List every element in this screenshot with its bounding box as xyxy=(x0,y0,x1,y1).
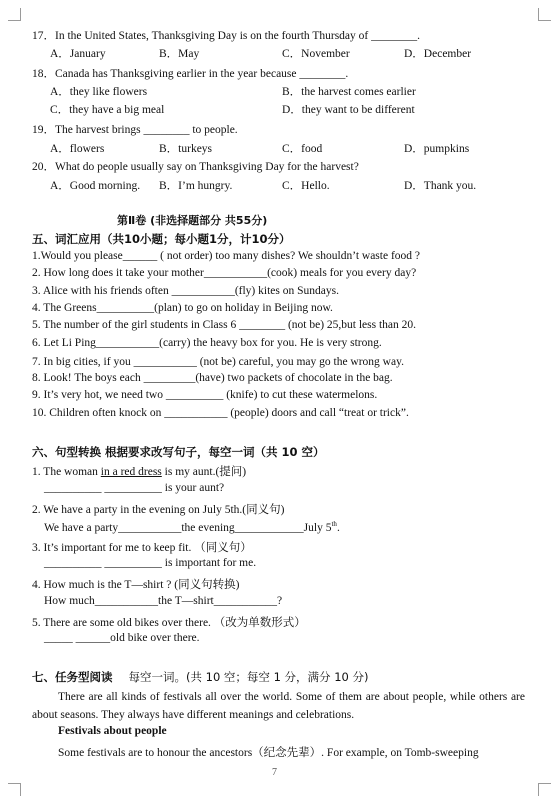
question-17-option-c: C．November xyxy=(282,48,350,60)
question-18-option-a: A．they like flowers xyxy=(50,86,148,98)
question-19-option-c: C．food xyxy=(282,143,323,155)
section7-title: 七、任务型阅读 xyxy=(32,670,113,684)
section6-answer-2 xyxy=(44,520,340,534)
crop-mark-bottom-left xyxy=(8,783,21,796)
question-18-option-d: D．they want to be different xyxy=(282,104,415,116)
section5-item-9: 9. It’s very hot, we need two __________ (knife) to cut these watermelons. xyxy=(32,389,378,401)
crop-mark-bottom-right xyxy=(538,783,551,796)
section6-title: 六、句型转换 根据要求改写句子，每空一词（共 10 空） xyxy=(32,445,325,459)
question-20-stem: 20．What do people usually say on Thanksgiving Day for the harvest? xyxy=(32,161,359,173)
section5-item-8: 8. Look! The boys each _________(have) two packets of chocolate in the bag. xyxy=(32,372,393,384)
section6-question-2: 2. We have a party in the evening on July 5th.(同义句) xyxy=(32,504,285,516)
section6-a2-sup: th xyxy=(331,520,337,528)
crop-mark-top-right xyxy=(538,8,551,21)
section6-question-5: 5. There are some old bikes over there. （改为单数形式） xyxy=(32,617,306,629)
section6-question-3: 3. It’s important for me to keep fit. （同义句） xyxy=(32,542,252,554)
section5-item-2: 2. How long does it take your mother___________(cook) meals for you every day? xyxy=(32,267,417,279)
section5-item-7: 7. In big cities, if you ___________ (not be) careful, you may go the wrong way. xyxy=(32,356,404,368)
question-19-option-b: B．turkeys xyxy=(159,143,213,155)
section7-paragraph: Some festivals are to honour the ancestors（纪念先辈）. For example, on Tomb-sweeping xyxy=(58,747,479,759)
question-20-option-c: C．Hello. xyxy=(282,180,330,192)
section6-a2-text: We have a party___________the evening____________July 5 xyxy=(44,521,332,534)
section5-item-1: 1.Would you please______ ( not order) too many dishes? We shouldn’t waste food ? xyxy=(32,250,421,262)
section5-item-3: 3. Alice with his friends often ___________(fly) kites on Sundays. xyxy=(32,285,339,297)
section5-item-4: 4. The Greens__________(plan) to go on holiday in Beijing now. xyxy=(32,302,333,314)
section6-answer-4: How much___________the T—shirt___________? xyxy=(44,595,283,607)
question-17-stem: 17．In the United States, Thanksgiving Day is on the fourth Thursday of ________. xyxy=(32,30,420,42)
crop-mark-top-left xyxy=(8,8,21,21)
question-19-option-a: A．flowers xyxy=(50,143,105,155)
section6-answer-5: _____ ______old bike over there. xyxy=(44,632,200,644)
question-17-option-a: A．January xyxy=(50,48,106,60)
question-20-option-d: D．Thank you. xyxy=(404,180,477,192)
question-18-stem: 18．Canada has Thanksgiving earlier in the year because ________. xyxy=(32,68,349,80)
section6-question-1 xyxy=(32,463,246,479)
section6-a2-end: . xyxy=(336,521,340,534)
part2-title: 第Ⅱ卷 (非选择题部分 共55分) xyxy=(117,214,268,227)
section7-subheading: Festivals about people xyxy=(58,725,167,737)
question-20-option-a: A．Good morning. xyxy=(50,180,141,192)
question-18-option-c: C．they have a big meal xyxy=(50,104,165,116)
section6-answer-1: __________ __________ is your aunt? xyxy=(44,482,225,494)
section6-question-4: 4. How much is the T—shirt ? (同义句转换) xyxy=(32,579,240,591)
section5-item-10: 10. Children often knock on ___________ (people) doors and call “treat or trick”. xyxy=(32,407,409,419)
section5-title: 五、词汇应用（共10小题；每小题1分，计10分） xyxy=(32,232,291,246)
question-17-option-b: B．May xyxy=(159,48,200,60)
question-19-stem: 19．The harvest brings ________ to people. xyxy=(32,124,238,136)
section6-q1-underlined: in a red dress xyxy=(100,466,162,478)
section6-q1-pre: 1. The woman xyxy=(32,466,101,478)
section6-answer-3: __________ __________ is important for me. xyxy=(44,557,257,569)
question-17-option-d: D．December xyxy=(404,48,472,60)
section7-title-rest: 每空一词。(共 10 空；每空 1 分，满分 10 分) xyxy=(128,670,369,684)
section7-intro-paragraph: There are all kinds of festivals all over the world. Some of them are about people, while others are about seasons. They always have different meanings and celebrations. xyxy=(32,691,525,721)
page-number: 7 xyxy=(272,767,277,778)
question-19-option-d: D．pumpkins xyxy=(404,143,470,155)
section5-item-5: 5. The number of the girl students in Class 6 ________ (not be) 25,but less than 20. xyxy=(32,319,417,331)
question-20-option-b: B．I’m hungry. xyxy=(159,180,233,192)
question-18-option-b: B．the harvest comes earlier xyxy=(282,86,416,98)
section6-q1-post: is my aunt.(提问) xyxy=(161,466,247,478)
section5-item-6: 6. Let Li Ping___________(carry) the heavy box for you. He is very strong. xyxy=(32,337,382,349)
section7-heading xyxy=(32,669,369,685)
